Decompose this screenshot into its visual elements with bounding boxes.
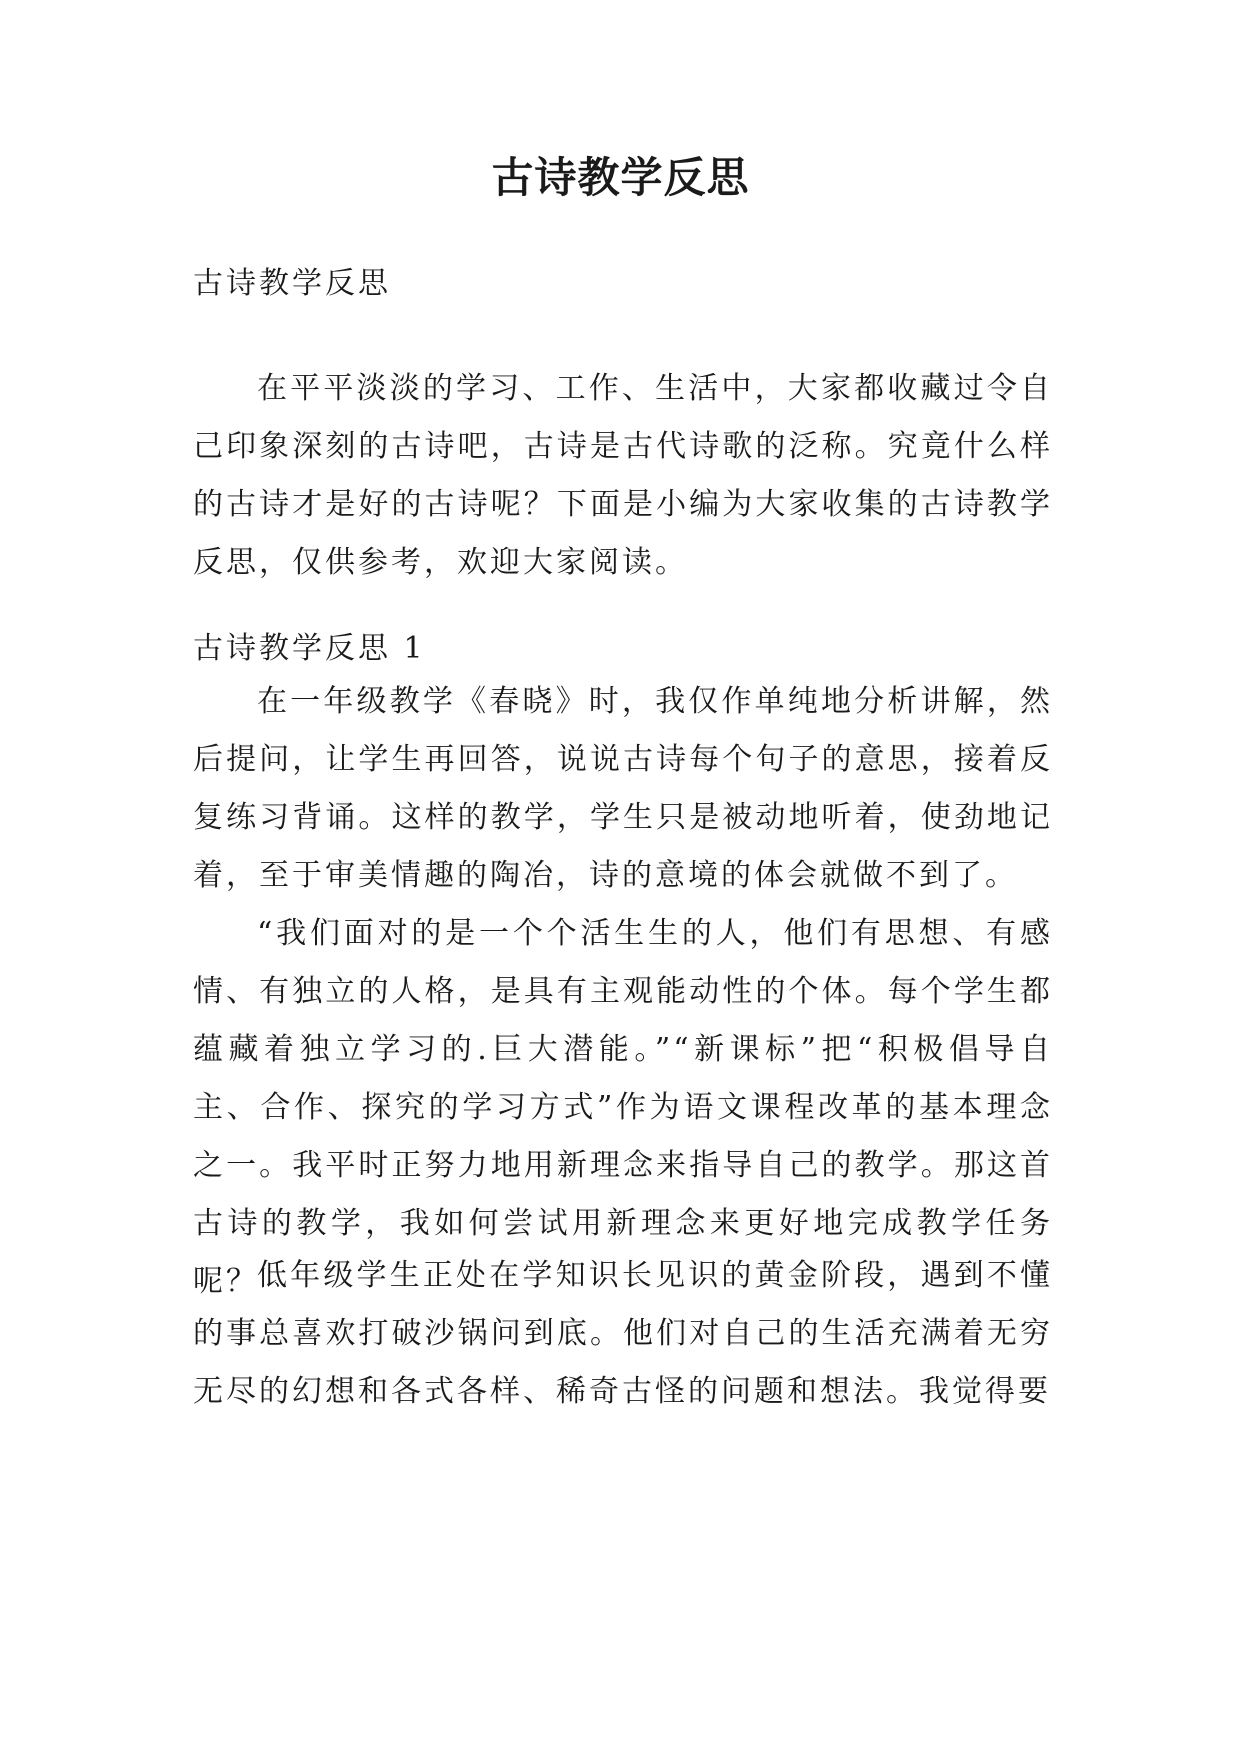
document-subtitle: 古诗教学反思 — [193, 266, 391, 301]
body-paragraph-2: “我们面对的是一个个活生生的人，他们有思想、有感情、有独立的人格，是具有主观能动性的个体。每个学生都蕴藏着独立学习的.巨大潜能。”“新课标”把“积极倡导自主、合作、探究的学习方式”作为语文课程改革的基本理念之一。我平时正努力地用新理念来指导自己的教学。那这首古诗的教学，我如何尝试用新理念来更好地完成教学任务呢？ — [193, 916, 1053, 1299]
body-paragraph-1: 在一年级教学《春晓》时，我仅作单纯地分析讲解，然后提问，让学生再回答，说说古诗每个句子的意思，接着反复练习背诵。这样的教学，学生只是被动地听着，使劲地记着，至于审美情趣的陶冶，诗的意境的体会就做不到了。 — [193, 684, 1053, 893]
document-title: 古诗教学反思 — [491, 153, 750, 202]
section-heading: 古诗教学反思 1 — [193, 631, 426, 666]
intro-paragraph: 在平平淡淡的学习、工作、生活中，大家都收藏过令自己印象深刻的古诗吧，古诗是古代诗歌的泛称。究竟什么样的古诗才是好的古诗呢？下面是小编为大家收集的古诗教学反思，仅供参考，欢迎大家阅读。 — [193, 371, 1053, 580]
body-paragraph-3: 低年级学生正处在学知识长见识的黄金阶段，遇到不懂的事总喜欢打破沙锅问到底。他们对自己的生活充满着无穷无尽的幻想和各式各样、稀奇古怪的问题和想法。我觉得要 — [193, 1258, 1053, 1409]
